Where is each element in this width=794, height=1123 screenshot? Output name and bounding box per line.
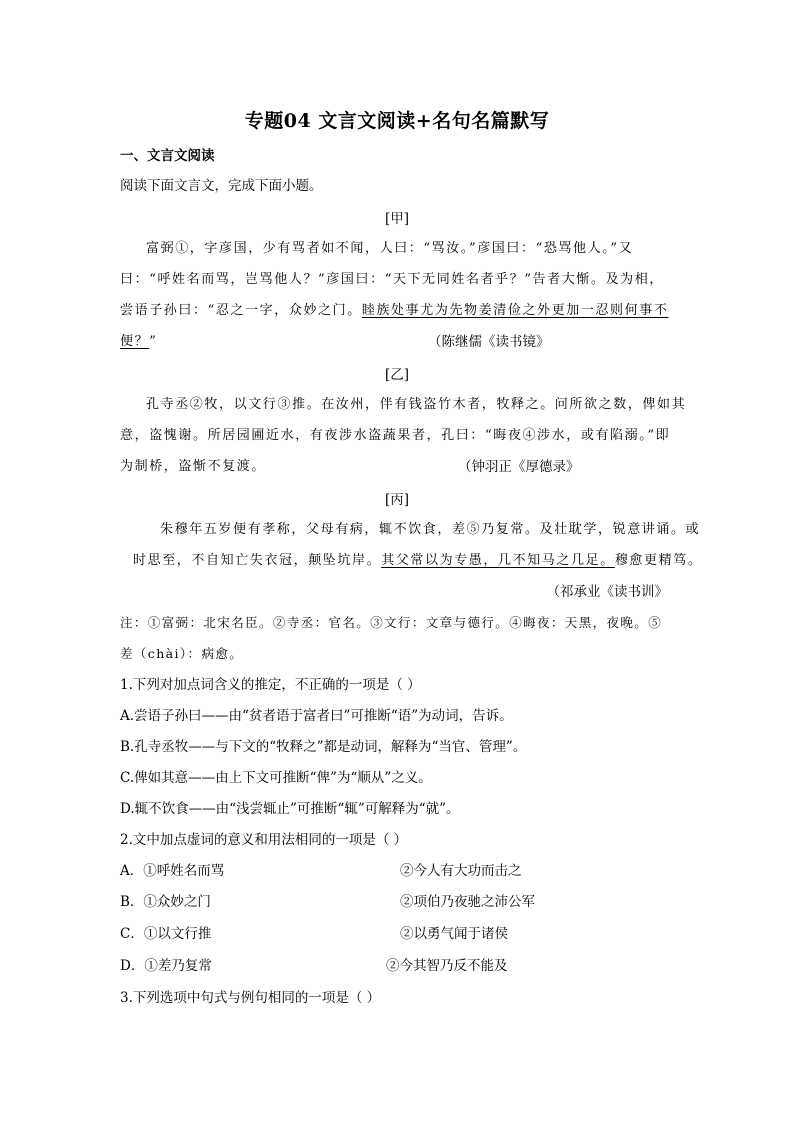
passage-text: 尝语子孙曰：“忍之一字，众妙之门。 xyxy=(120,303,362,318)
question-1-stem: 1.下列对加点词含义的推定，不正确的一项是（ ） xyxy=(120,677,421,693)
page-title: 专题04 文言文阅读+名句名篇默写 xyxy=(244,110,550,132)
passage-jia-line: 曰：“呼姓名而骂，岂骂他人？”彦国曰：“天下无同姓名者乎？”告者大惭。及为相， xyxy=(120,272,664,287)
passage-jia-line xyxy=(120,302,668,320)
question-1-option-b: B.孔寺丞牧——与下文的“牧释之”都是动词，解释为“当官、管理”。 xyxy=(120,739,527,755)
instruction-text: 阅读下面文言文，完成下面小题。 xyxy=(120,178,323,194)
passage-jia-line xyxy=(120,333,157,351)
question-2-option-a-second: ②今人有大功而击之 xyxy=(400,863,522,879)
passage-text: 时思至，不自知亡失衣冠，颠坠坑岸。 xyxy=(133,553,382,568)
underlined-sentence: 其父常以为专愚，几不知马之几足。 xyxy=(381,553,615,568)
question-2-option-d-second: ②今其智乃反不能及 xyxy=(386,958,508,974)
question-2-option-c-first: C．①以文行推 xyxy=(120,926,212,942)
question-2-option-b-first: B．①众妙之门 xyxy=(120,894,211,910)
passage-bing-source: （祁承业《读书训》 xyxy=(546,584,668,600)
passage-bing-label: [丙] xyxy=(384,492,410,508)
question-1-option-a: A.尝语子孙曰——由“贫者语于富者曰”可推断“语”为动词，告诉。 xyxy=(120,708,513,724)
question-2-option-c-second: ②以勇气闻于诸侯 xyxy=(400,926,508,942)
footnote-line: 注：①富弼：北宋名臣。②寺丞：官名。③文行：文章与德行。④晦夜：天黑，夜晚。⑤ xyxy=(120,615,663,630)
underlined-sentence: 睦族处事尤为先物姜清俭之外更加一忍则何事不 xyxy=(361,303,669,318)
passage-yi-line: 意，盗愧谢。所居园圃近水，有夜涉水盗蔬果者，孔曰：“晦夜④涉水，或有陷溺。”即 xyxy=(120,428,671,443)
passage-jia-source: （陈继儒《读书镜》 xyxy=(428,334,550,350)
section-heading: 一、文言文阅读 xyxy=(120,148,215,164)
question-2-stem: 2.文中加点虚词的意义和用法相同的一项是（ ） xyxy=(120,832,408,848)
passage-bing-line xyxy=(133,552,702,570)
question-3-stem: 3.下列选项中句式与例句相同的一项是（ ） xyxy=(120,990,381,1006)
passage-yi-line: 孔寺丞②牧，以文行③推。在汝州，伴有钱盗竹木者，牧释之。问所欲之数，俾如其 xyxy=(146,397,687,412)
footnote-line: 差（chài）：病愈。 xyxy=(120,646,244,661)
passage-jia-label: [甲] xyxy=(384,211,410,227)
passage-yi-label: [乙] xyxy=(384,367,410,383)
question-1-option-d: D.辄不饮食——由“浅尝辄止”可推断“辄”可解释为“就”。 xyxy=(120,801,460,817)
question-2-option-d-first: D．①差乃复常 xyxy=(120,958,212,974)
underlined-sentence: 便？ xyxy=(120,334,150,349)
passage-jia-line: 富弼①，字彦国，少有骂者如不闻，人曰：“骂汝。”彦国曰：“恐骂他人。”又 xyxy=(146,241,634,256)
passage-yi-source: （钟羽正《厚德录》 xyxy=(458,459,580,475)
question-1-option-c: C.俾如其意——由上下文可推断“俾”为“顺从”之义。 xyxy=(120,770,432,786)
passage-text: ” xyxy=(149,334,158,349)
passage-text: 穆愈更精笃。 xyxy=(614,553,703,568)
passage-yi-line: 为制桥，盗惭不复渡。 xyxy=(120,459,267,474)
passage-bing-line: 朱穆年五岁便有孝称，父母有病，辄不饮食，差⑤乃复常。及壮耽学，锐意讲诵。或 xyxy=(160,522,701,537)
question-2-option-a-first: A．①呼姓名而骂 xyxy=(120,863,225,879)
question-2-option-b-second: ②项伯乃夜驰之沛公军 xyxy=(400,894,535,910)
